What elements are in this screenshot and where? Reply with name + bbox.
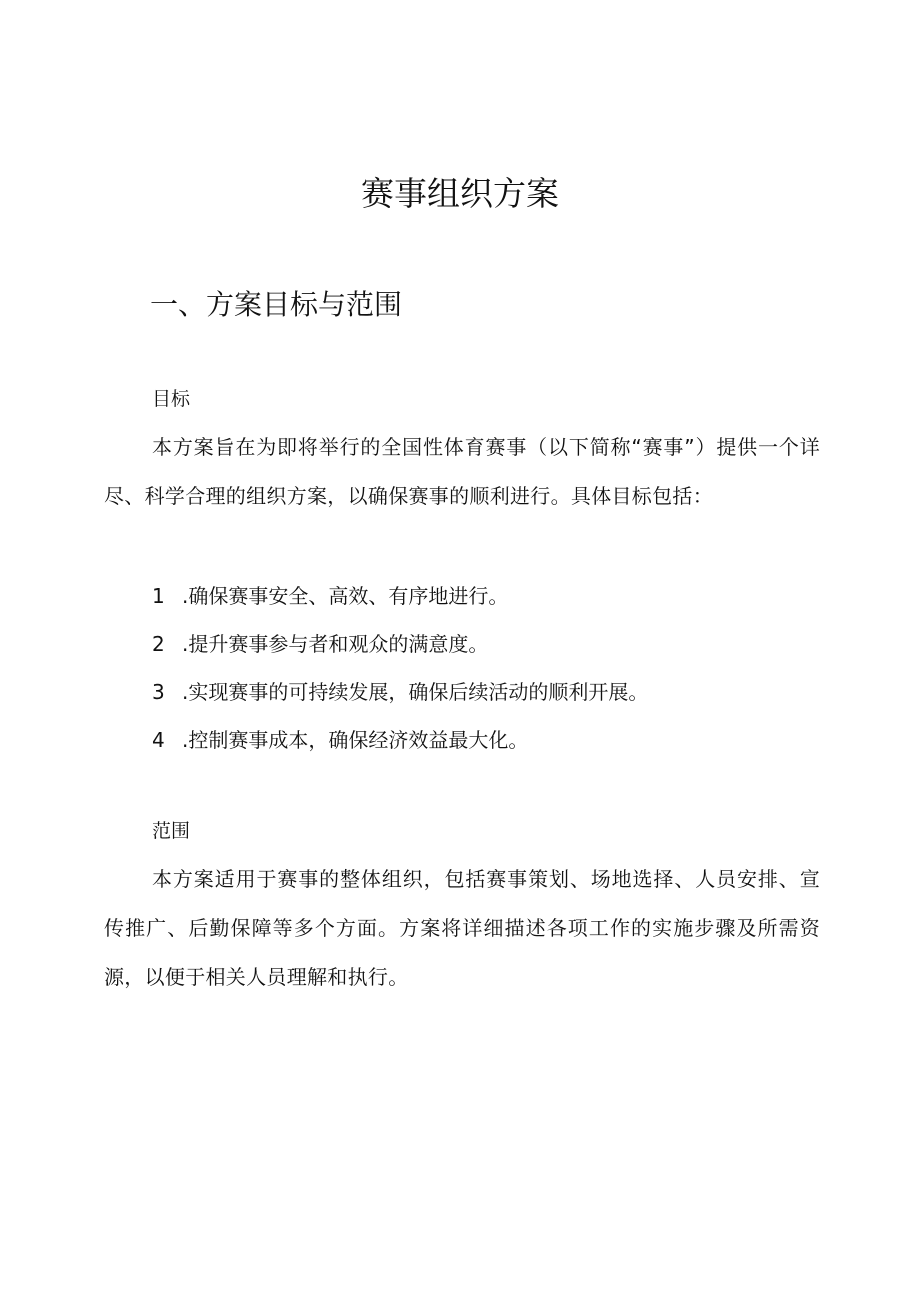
goal-list [152, 572, 648, 764]
list-item [152, 572, 648, 620]
list-item [152, 620, 648, 668]
list-item-text: .实现赛事的可持续发展，确保后续活动的顺利开展。 [182, 680, 649, 704]
scope-label: 范围 [152, 820, 191, 842]
list-item-text: .提升赛事参与者和观众的满意度。 [182, 632, 489, 656]
list-item-text: .控制赛事成本，确保经济效益最大化。 [182, 728, 529, 752]
section-heading-goals-scope: 一、方案目标与范围 [150, 288, 403, 321]
scope-paragraph: 本方案适用于赛事的整体组织，包括赛事策划、场地选择、人员安排、宣传推广、后勤保障等多个方面。方案将详细描述各项工作的实施步骤及所需资源，以便于相关人员理解和执行。 [104, 867, 820, 989]
list-item-number: 4 [152, 728, 165, 752]
list-item [152, 668, 648, 716]
goal-label: 目标 [152, 388, 191, 410]
goal-paragraph: 本方案旨在为即将举行的全国性体育赛事（以下简称“赛事”）提供一个详尽、科学合理的组织方案，以确保赛事的顺利进行。具体目标包括： [104, 435, 820, 508]
list-item-number: 2 [152, 632, 165, 656]
list-item-number: 1 [152, 584, 165, 608]
list-item-number: 3 [152, 680, 165, 704]
list-item-text: .确保赛事安全、高效、有序地进行。 [182, 584, 509, 608]
document-title: 赛事组织方案 [361, 174, 559, 213]
list-item [152, 716, 648, 764]
